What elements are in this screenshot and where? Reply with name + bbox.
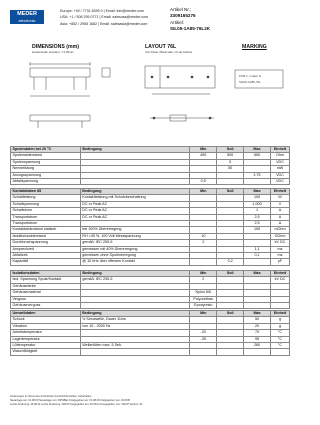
table-cell: Anzugsspannung bbox=[11, 172, 81, 178]
table-cell: Polyurethan bbox=[190, 296, 217, 302]
table-cell: 2,5 bbox=[244, 214, 271, 220]
table-cell: 100 bbox=[244, 195, 271, 201]
table-cell: Schaltstrom bbox=[11, 208, 81, 214]
table-cell: 1.000 bbox=[244, 201, 271, 207]
column-header: Max bbox=[244, 271, 271, 277]
dimensions-subtitle: Gesamtmaß: erweitert. = 0,25mm bbox=[32, 50, 74, 54]
column-header: Soll bbox=[217, 271, 244, 277]
table-cell: Spulenspannung bbox=[11, 159, 81, 165]
table-cell bbox=[190, 349, 217, 355]
table-cell: Waschfähigkeit bbox=[11, 349, 81, 355]
table-cell: VDC bbox=[270, 172, 289, 178]
table-cell: W bbox=[270, 195, 289, 201]
table-cell: Schaltspannung bbox=[11, 201, 81, 207]
table-cell: °C bbox=[270, 343, 289, 349]
table-cell: Verguss bbox=[11, 296, 81, 302]
table-cell: Wellenlöten max. 5 Sek. bbox=[80, 343, 190, 349]
marking-title: MARKING bbox=[242, 44, 267, 50]
table-cell: 0,2 bbox=[217, 259, 244, 265]
table-cell: Kapazität bbox=[11, 259, 81, 265]
table-cell: Kontaktwiderstand statisch bbox=[11, 227, 81, 233]
column-header: Min bbox=[190, 311, 217, 317]
table-cell: A bbox=[270, 214, 289, 220]
table-cell: 450 bbox=[190, 153, 217, 159]
logo-main-text: MEDER bbox=[17, 11, 37, 17]
layout-subtitle: Von hinten / Back side / Vu de l'arrière bbox=[145, 50, 193, 54]
column-header: Umweltdaten bbox=[11, 311, 81, 317]
technical-drawings bbox=[10, 40, 290, 140]
table-cell: 500 bbox=[217, 153, 244, 159]
table-cell: mOhm bbox=[270, 227, 289, 233]
table-cell: Lagertemperatur bbox=[11, 336, 81, 342]
table-cell: 2 bbox=[190, 240, 217, 246]
table-cell: Abfallspannung bbox=[11, 179, 81, 185]
table-cell: bei 100% Übererregung bbox=[80, 227, 190, 233]
footer bbox=[10, 395, 290, 408]
column-header: Isolationsdaten bbox=[11, 271, 81, 277]
table-cell: Schock bbox=[11, 317, 81, 323]
table-cell bbox=[80, 179, 189, 185]
table-cell: 50 bbox=[217, 166, 244, 172]
table-cell: 5 bbox=[217, 159, 244, 165]
article-label: Artikel: bbox=[170, 19, 185, 25]
table-cell: Ohm bbox=[270, 153, 289, 159]
table-cell: RH <45 %, 100 Volt Messspannung bbox=[80, 233, 190, 239]
table-cell: gemäß: IEC 255-5 bbox=[80, 240, 190, 246]
table-cell: Durchbruchspannung bbox=[11, 240, 81, 246]
table-cell: 50 bbox=[244, 317, 271, 323]
table-cell: Transportstrom bbox=[11, 221, 81, 227]
table-cell: DC or Peak AC bbox=[80, 201, 190, 207]
table-cell: ms bbox=[270, 253, 289, 259]
column-header: Soll bbox=[217, 189, 244, 195]
table-cell: Epoxyresin bbox=[190, 303, 217, 309]
table-cell: Vibration bbox=[11, 323, 81, 329]
table-cell bbox=[244, 179, 271, 185]
table-cell: GOhm bbox=[270, 233, 289, 239]
column-header: Max bbox=[244, 189, 271, 195]
table-cell: g bbox=[270, 317, 289, 323]
column-header: Kontaktdaten 85 bbox=[11, 189, 81, 195]
table-cell: ½ Sinuswelle, Dauer 11ms bbox=[80, 317, 190, 323]
column-header: Einheit bbox=[270, 147, 289, 153]
table-cell: Abfallzeit bbox=[11, 253, 81, 259]
contact-usa: USA: +1 / 508 295 0771 | Email: salesusa@meder.com bbox=[60, 15, 148, 20]
table-cell: Gehäusefarbe bbox=[11, 283, 81, 289]
table-cell: Nylon 6/6 bbox=[190, 290, 217, 296]
column-header: Soll bbox=[217, 311, 244, 317]
table-cell: 1 bbox=[244, 208, 271, 214]
table-cell: 150 bbox=[244, 227, 271, 233]
table-cell: Löttemperatur bbox=[11, 343, 81, 349]
table-cell: 70 bbox=[244, 330, 271, 336]
column-header: Max bbox=[244, 311, 271, 317]
dimensions-title: DIMENSIONS (mm) bbox=[32, 44, 79, 50]
column-header: Einheit bbox=[270, 311, 289, 317]
table-cell: mW bbox=[270, 166, 289, 172]
table-cell: Isol. Spannung Spule/Kontakt bbox=[11, 277, 81, 283]
table-row bbox=[11, 303, 290, 309]
table-cell: gemäß: IEC 255-5 bbox=[80, 277, 189, 283]
column-header: Spulendaten bei 20 °C bbox=[11, 147, 81, 153]
table-cell: 550 bbox=[244, 153, 271, 159]
table-cell bbox=[244, 259, 271, 265]
table-cell: gemessen mit 40% Übererregung bbox=[80, 246, 190, 252]
table-cell: VDC bbox=[270, 179, 289, 185]
table-cell: -35 bbox=[190, 336, 217, 342]
column-header: Bedingung bbox=[80, 147, 189, 153]
table-cell: Arbeitstemperatur bbox=[11, 330, 81, 336]
table-cell: pF bbox=[270, 259, 289, 265]
table-cell: Gehäusematerial bbox=[11, 290, 81, 296]
table-cell: g bbox=[270, 323, 289, 329]
table-cell: Spulenwiderstand bbox=[11, 153, 81, 159]
table-cell: DC or Peak AC bbox=[80, 208, 190, 214]
contact-europe: Europe: +49 / 7731 8399 0 | Email: info@meder.com bbox=[60, 9, 144, 13]
table-cell: 1,1 bbox=[244, 246, 271, 252]
column-header: Einheit bbox=[271, 271, 290, 277]
table-cell: 95 bbox=[244, 336, 271, 342]
table-cell bbox=[270, 349, 289, 355]
table-cell bbox=[217, 349, 244, 355]
layout-title: LAYOUT 76L bbox=[145, 44, 177, 50]
table-cell bbox=[80, 349, 190, 355]
article-number-label: Artikel Nr.: bbox=[170, 7, 192, 12]
table-cell: @ 10 kHz über offenem Kontakt bbox=[80, 259, 190, 265]
insulation-data-table bbox=[10, 270, 290, 309]
article-number: 3309165276 bbox=[170, 13, 196, 19]
table-cell bbox=[271, 303, 290, 309]
article-name: SIL05-1A85-76L2K bbox=[170, 25, 211, 31]
table-cell: VDC bbox=[270, 159, 289, 165]
table-cell: Isolationswiderstand bbox=[11, 233, 81, 239]
table-cell: 0,1 bbox=[244, 253, 271, 259]
table-cell: 0,5 bbox=[190, 179, 217, 185]
table-cell bbox=[190, 259, 217, 265]
table-row bbox=[11, 349, 290, 355]
table-cell bbox=[244, 303, 271, 309]
table-cell: Transportstrom bbox=[11, 214, 81, 220]
table-cell bbox=[217, 179, 244, 185]
drawings-area bbox=[10, 40, 290, 140]
table-cell: °C bbox=[270, 336, 289, 342]
coil-data-table bbox=[10, 146, 290, 185]
table-cell: 2,5 bbox=[244, 221, 271, 227]
table-cell: A bbox=[270, 221, 289, 227]
table-row bbox=[11, 179, 290, 185]
table-cell bbox=[244, 349, 271, 355]
column-header: Einheit bbox=[270, 189, 289, 195]
table-cell: DC or Peak AC bbox=[80, 214, 190, 220]
table-cell bbox=[80, 303, 189, 309]
column-header: Bedingung bbox=[80, 189, 190, 195]
footer-created: Neuanlage am: 01.08.00 Neuanlage von: RPOBEL Freigegeben am: 01.08.00 Freigegeben von: ZLOKB bbox=[10, 399, 130, 403]
table-cell: kV DC bbox=[271, 277, 290, 283]
footer-disclaimer: Änderungen im Sinne des technischen Fortschritts bleiben vorbehalten bbox=[10, 395, 92, 398]
column-header: Min bbox=[190, 189, 217, 195]
environment-data-table bbox=[10, 310, 290, 356]
table-cell: 260 bbox=[244, 343, 271, 349]
table-cell: -20 bbox=[190, 330, 217, 336]
table-cell: Nennleistung bbox=[11, 166, 81, 172]
table-cell: A bbox=[270, 208, 289, 214]
contact-asia: Asia: +852 / 2955 1682 | Email: salesasia@meder.com bbox=[60, 21, 148, 26]
table-cell: Schaltleistung bbox=[11, 195, 81, 201]
contact-block bbox=[60, 8, 148, 27]
table-cell: 20 bbox=[244, 323, 271, 329]
svg-text:SIL05-1A85-76L: SIL05-1A85-76L bbox=[239, 80, 261, 84]
table-cell: V bbox=[270, 201, 289, 207]
column-header: Soll bbox=[217, 147, 244, 153]
table-cell: 10 bbox=[190, 233, 217, 239]
table-cell: Ansprechzeit bbox=[11, 246, 81, 252]
table-cell bbox=[217, 303, 244, 309]
footer-modified: Letzte Änderung: 26.08.11 Letzte Änderung: CRUP Freigegeben am: 26.08.11 Freigegeben von: CRUP Version: 02 bbox=[10, 403, 143, 407]
logo-sub-text: electronic bbox=[18, 18, 36, 23]
table-cell: kV DC bbox=[270, 240, 289, 246]
table-cell: 3,75 bbox=[244, 172, 271, 178]
contact-data-table bbox=[10, 188, 290, 266]
meder-logo bbox=[10, 10, 44, 24]
article-box bbox=[170, 7, 290, 32]
column-header: Bedingung bbox=[80, 271, 189, 277]
table-cell: °C bbox=[270, 330, 289, 336]
svg-text:PCB 2 • Ixlasc N: PCB 2 • Ixlasc N bbox=[239, 74, 262, 78]
table-row bbox=[11, 259, 290, 265]
table-cell: Kontaktleistung mit Schutzbeschaltung bbox=[80, 195, 190, 201]
column-header: Bedingung bbox=[80, 311, 190, 317]
table-cell: gemessen ohne Spulenerregung bbox=[80, 253, 190, 259]
column-header: Min bbox=[190, 271, 217, 277]
table-cell: ms bbox=[270, 246, 289, 252]
column-header: Max bbox=[244, 147, 271, 153]
table-cell: von 10 - 2000 Hz bbox=[80, 323, 190, 329]
table-cell: 2 bbox=[190, 277, 217, 283]
column-header: Min bbox=[190, 147, 217, 153]
table-cell: Gehäuseverguss bbox=[11, 303, 81, 309]
